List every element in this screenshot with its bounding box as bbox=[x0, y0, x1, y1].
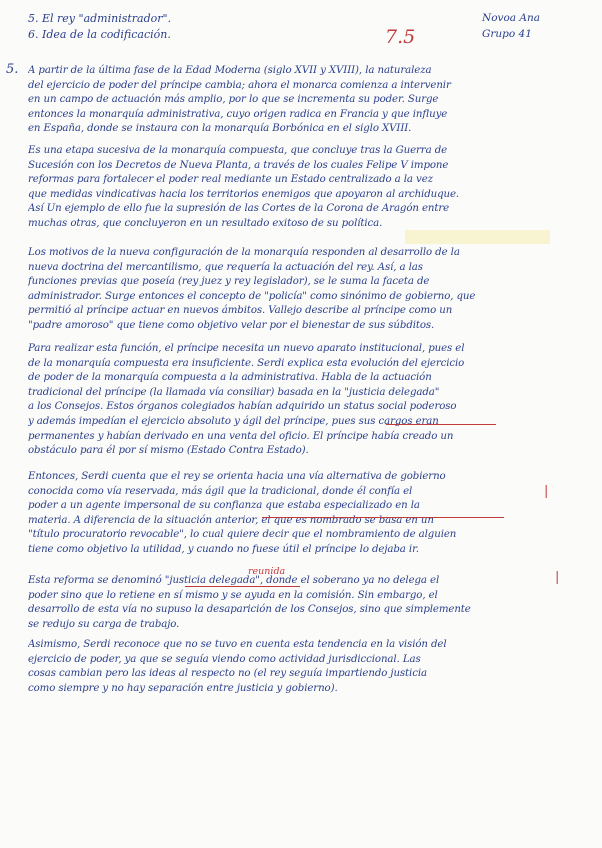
text-line: se redujo su carga de trabajo. bbox=[28, 618, 180, 630]
text-line: "padre amoroso" que tiene como objetivo velar por el bienestar de sus súbditos. bbox=[28, 319, 435, 331]
paragraph-7 bbox=[28, 638, 550, 696]
text-line: Los motivos de la nueva configuración de la monarquía responden al desarrollo de la bbox=[28, 247, 460, 258]
text-line: cosas cambian pero las ideas al respecto no (el rey seguía impartiendo justicia bbox=[28, 668, 427, 680]
text-line: conocida como vía reservada, más ágil que la tradicional, donde él confía el bbox=[28, 485, 413, 497]
text-line: A partir de la última fase de la Edad Moderna (siglo XVII y XVIII), la naturaleza bbox=[28, 65, 432, 76]
text-line: obstáculo para él por sí mismo (Estado Contra Estado). bbox=[28, 445, 309, 457]
text-line: de la monarquía compuesta era insuficiente. Serdi explica esta evolución del ejercicio bbox=[28, 357, 465, 369]
paragraph-4 bbox=[28, 342, 550, 459]
text-line: permitió al príncipe actuar en nuevos ámbitos. Vallejo describe al príncipe como un bbox=[28, 305, 453, 317]
text-line: en España, donde se instaura con la monarquía Borbónica en el siglo XVIII. bbox=[28, 123, 412, 135]
text-line: Es una etapa sucesiva de la monarquía compuesta, que concluye tras la Guerra de bbox=[28, 145, 448, 156]
topic-item-5: 5. El rey "administrador". bbox=[28, 12, 172, 25]
paragraph-1 bbox=[28, 64, 550, 137]
margin-correction-mark: | bbox=[544, 484, 549, 499]
paragraph-6 bbox=[28, 574, 550, 632]
text-line: poder a un agente impersonal de su confianza que estaba especializado en la bbox=[28, 500, 420, 512]
text-line: desarrollo de esta vía no supuso la desaparición de los Consejos, sino que simplemente bbox=[28, 604, 471, 616]
question-number: 5. bbox=[6, 62, 19, 77]
text-line: Así Un ejemplo de ello fue la supresión de las Cortes de la Corona de Aragón entre bbox=[28, 203, 450, 215]
text-line: del ejercicio de poder del príncipe cambia; ahora el monarca comienza a intervenir bbox=[28, 79, 451, 91]
text-line: permanentes y habían derivado en una venta del oficio. El príncipe había creado un bbox=[28, 430, 454, 442]
text-line: a los Consejos. Estos órganos colegiados habían adquirido un status social poderoso bbox=[28, 401, 457, 413]
text-line: de poder de la monarquía compuesta a la administrativa. Habla de la actuación bbox=[28, 372, 432, 384]
text-line: Entonces, Serdi cuenta que el rey se orienta hacia una vía alternativa de gobierno bbox=[28, 471, 446, 482]
topic-item-6: 6. Idea de la codificación. bbox=[28, 28, 171, 41]
grade-mark: 7.5 bbox=[385, 26, 416, 48]
text-line: materia. A diferencia de la situación anterior, el que es nombrado se basa en un bbox=[28, 514, 434, 526]
text-line: muchas otras, que concluyeron en un resultado exitoso de su política. bbox=[28, 217, 383, 229]
text-line: nueva doctrina del mercantilismo, que requería la actuación del rey. Así, a las bbox=[28, 261, 423, 273]
top-topic-list bbox=[28, 12, 328, 44]
red-underline bbox=[262, 517, 504, 518]
text-line: administrador. Surge entonces el concepto de "policía" como sinónimo de gobierno, que bbox=[28, 290, 476, 302]
text-line: funciones previas que poseía (rey juez y rey legislador), se le suma la faceta de bbox=[28, 276, 430, 288]
text-line: Para realizar esta función, el príncipe necesita un nuevo aparato institucional, pues el bbox=[28, 343, 465, 354]
text-line: entonces la monarquía administrativa, cuyo origen radica en Francia y que influye bbox=[28, 108, 448, 120]
text-line: Esta reforma se denominó "justicia delegada", donde el soberano ya no delega el bbox=[28, 575, 440, 586]
text-line: Asimismo, Serdi reconoce que no se tuvo en cuenta esta tendencia en la visión del bbox=[28, 639, 447, 650]
inserted-word: reunida bbox=[248, 566, 286, 577]
student-info bbox=[482, 10, 592, 42]
paragraph-2 bbox=[28, 144, 550, 232]
text-line: tiene como objetivo la utilidad, y cuando no fuese útil el príncipe lo dejaba ir. bbox=[28, 543, 419, 555]
red-underline bbox=[386, 424, 496, 425]
text-line: ejercicio de poder, ya que se seguía viendo como actividad jurisdiccional. Las bbox=[28, 653, 421, 665]
text-line: poder sino que lo retiene en sí mismo y se ayuda en la comisión. Sin embargo, el bbox=[28, 589, 438, 601]
paragraph-5 bbox=[28, 470, 550, 558]
red-underline bbox=[185, 586, 300, 587]
text-line: que medidas vindicativas hacia los territorios enemigos que apoyaron al archiduque. bbox=[28, 188, 460, 200]
text-line: tradicional del príncipe (la llamada vía consiliar) basada en la "justicia delegada" bbox=[28, 386, 440, 398]
text-line: "título procuratorio revocable", lo cual quiere decir que el nombramiento de alguien bbox=[28, 529, 457, 541]
margin-correction-mark: | bbox=[555, 570, 560, 585]
text-line: reformas para fortalecer el poder real mediante un Estado centralizado a la vez bbox=[28, 174, 433, 186]
text-line: Sucesión con los Decretos de Nueva Planta, a través de los cuales Felipe V impone bbox=[28, 159, 449, 171]
text-line: en un campo de actuación más amplio, por lo que se incrementa su poder. Surge bbox=[28, 94, 439, 106]
highlight-mark bbox=[405, 230, 550, 244]
paragraph-3 bbox=[28, 246, 550, 334]
text-line: como siempre y no hay separación entre justicia y gobierno). bbox=[28, 682, 338, 694]
text-line: y además impedían el ejercicio absoluto y ágil del príncipe, pues sus cargos eran bbox=[28, 415, 439, 427]
student-name: Novoa Ana bbox=[482, 12, 540, 24]
student-group: Grupo 41 bbox=[482, 28, 532, 40]
